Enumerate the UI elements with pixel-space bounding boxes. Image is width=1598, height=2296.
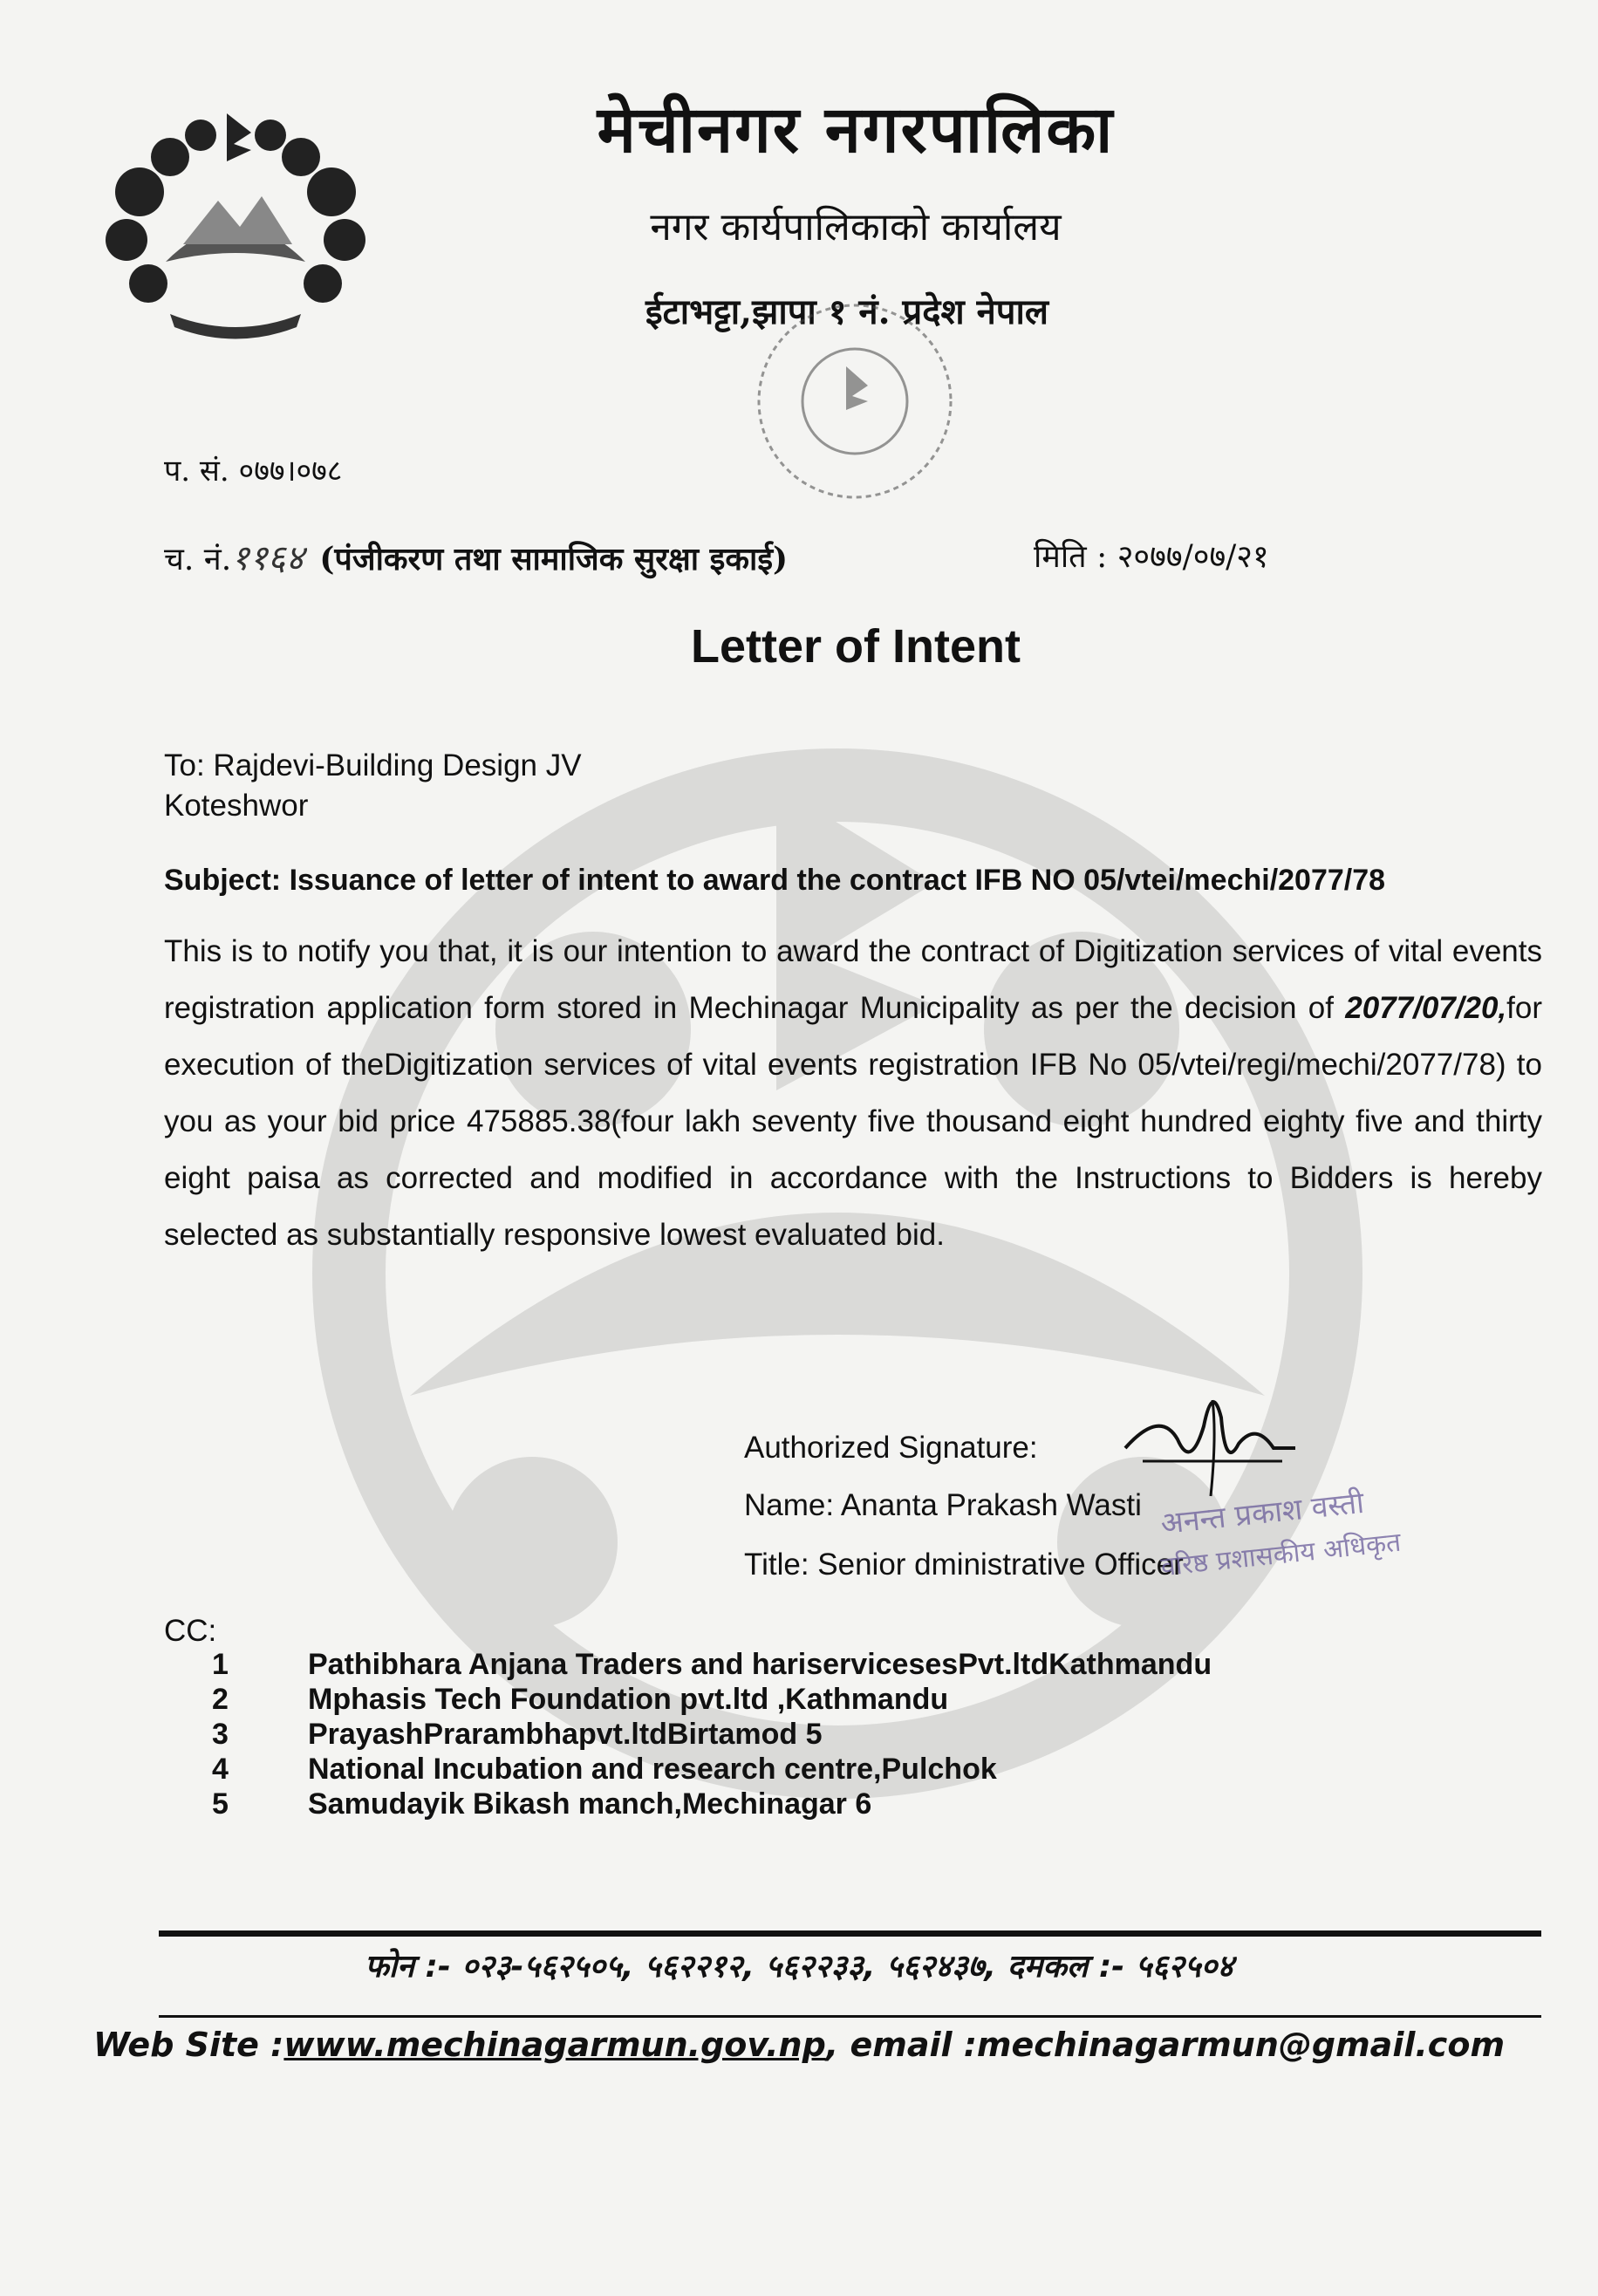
municipality-name: मेचीनगर नगरपालिका xyxy=(597,92,1115,167)
office-address: ईटाभट्टा,झापा १ नं. प्रदेश नेपाल xyxy=(645,291,1049,332)
decision-date: 2077/07/20, xyxy=(1345,991,1507,1025)
recipient-name: To: Rajdevi-Building Design JV xyxy=(164,748,582,782)
list-item: 4 National Incubation and research centre,Pulchok xyxy=(212,1753,997,1786)
body-text-part2: for execution of theDigitization services of vital events registration IFB No 05/vtei/regi/mechi/2077/78) to you as your bid price 475885.38(four lakh seventy five thousand eight hundred eighty five and thirty eight paisa as corrected and modified in accordance with the Instructions to Bidders is hereby selected as substantially responsive lowest evaluated bid. xyxy=(164,991,1542,1252)
dispatch-number-line xyxy=(164,532,788,580)
website-link[interactable]: www.mechinagarmun.gov.np xyxy=(283,2026,826,2064)
list-item: 3 PrayashPrarambhapvt.ltdBirtamod 5 xyxy=(212,1718,823,1751)
document-title: Letter of Intent xyxy=(691,620,1021,673)
footer-divider-top xyxy=(159,1930,1541,1937)
body-text-part1: This is to notify you that, it is our intention to award the contract of Digitization services of vital events registration application form stored in Mechinagar Municipality as per the decision of xyxy=(164,934,1542,1025)
office-seal-icon xyxy=(741,288,968,541)
dispatch-number: ११६४ xyxy=(231,538,304,578)
signatory-stamp-name: अनन्त प्रकाश वस्ती xyxy=(1158,1485,1366,1542)
cc-list xyxy=(212,1647,1212,1821)
unit-name: (पंजीकरण तथा सामाजिक सुरक्षा इकाई) xyxy=(319,541,789,577)
list-item: 1 Pathibhara Anjana Traders and hariservicesesPvt.ltdKathmandu xyxy=(212,1648,1212,1681)
contact-line xyxy=(0,2026,1598,2064)
phone-numbers: फोन :- ०२३-५६२५०५, ५६२२१२, ५६२२३३, ५६२४३७, दमकल :- ५६२५०४ xyxy=(364,1949,1234,1985)
footer-divider-bottom xyxy=(159,2015,1541,2018)
website-label: Web Site : xyxy=(92,2026,284,2064)
signatory-stamp-title: वरिष्ठ प्रशासकीय अधिकृत xyxy=(1159,1527,1403,1583)
subject-line: Subject: Issuance of letter of intent to award the contract IFB NO 05/vtei/mechi/2077/78 xyxy=(164,864,1386,897)
reference-number: प. सं. ०७७।०७८ xyxy=(164,454,343,489)
signatory-name: Name: Ananta Prakash Wasti xyxy=(744,1488,1142,1522)
recipient-location: Koteshwor xyxy=(164,789,309,823)
letter-date: मिति : २०७७/०७/२१ xyxy=(1034,539,1269,575)
list-item: 2 Mphasis Tech Foundation pvt.ltd ,Kathmandu xyxy=(212,1683,949,1716)
handwritten-signature-icon xyxy=(1108,1374,1308,1505)
letter-body xyxy=(164,923,1542,1263)
dispatch-prefix: च. नं. xyxy=(164,542,232,577)
cc-label: CC: xyxy=(164,1614,217,1648)
list-item: 5 Samudayik Bikash manch,Mechinagar 6 xyxy=(212,1787,872,1821)
recipient-block xyxy=(164,746,582,826)
authorized-signature-label: Authorized Signature: xyxy=(744,1431,1038,1465)
office-name: नगर कार्यपालिकाको कार्यालय xyxy=(650,205,1062,249)
signatory-title: Title: Senior dministrative Officer xyxy=(744,1548,1184,1582)
email-text: , email :mechinagarmun@gmail.com xyxy=(825,2026,1506,2064)
